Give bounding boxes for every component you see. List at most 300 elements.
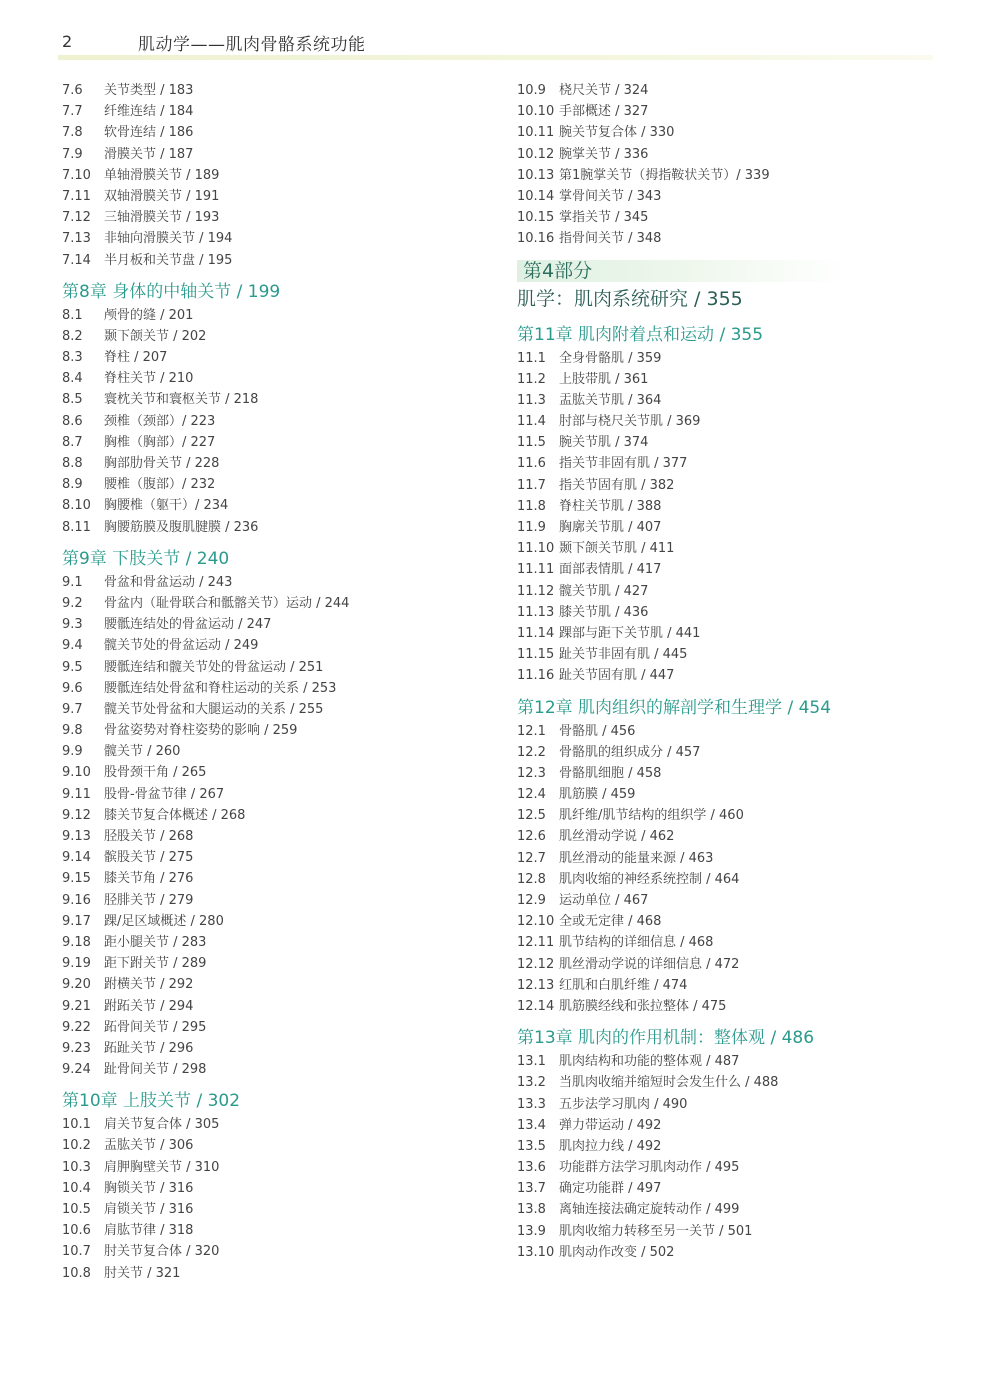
section-title: 腕掌关节 / 336: [559, 146, 649, 162]
toc-entry: [62, 250, 482, 271]
toc-entry: [62, 305, 482, 326]
toc-entry: [517, 975, 937, 996]
toc-entry: [62, 657, 482, 678]
section-title: 纤维连结 / 184: [104, 104, 194, 120]
section-number: 10.14: [517, 188, 555, 204]
section-number: 12.12: [517, 956, 555, 972]
toc-entry: [62, 890, 482, 911]
section-title: 肌丝滑动学说 / 462: [559, 829, 675, 845]
section-number: 13.6: [517, 1160, 546, 1176]
section-number: 10.3: [62, 1159, 91, 1175]
section-number: 9.1: [62, 574, 83, 590]
section-title: 肘部与桡尺关节肌 / 369: [559, 414, 701, 430]
section-number: 11.3: [517, 392, 546, 408]
section-number: 11.7: [517, 477, 546, 493]
section-title: 膝关节肌 / 436: [559, 604, 649, 620]
section-title: 桡尺关节 / 324: [559, 83, 649, 98]
toc-entry: [62, 474, 482, 495]
section-title: 胸腰椎（躯干）/ 234: [104, 498, 229, 514]
section-number: 7.6: [62, 83, 83, 98]
section-title: 趾关节固有肌 / 447: [559, 668, 675, 684]
toc-entry: [517, 1199, 937, 1220]
section-title: 指关节固有肌 / 382: [559, 477, 675, 493]
section-title: 跗跖关节 / 294: [104, 998, 194, 1014]
section-number: 7.14: [62, 252, 91, 268]
toc-entry: [62, 1263, 482, 1284]
toc-entry: [517, 1242, 937, 1263]
section-number: 11.15: [517, 647, 555, 663]
toc-entry: [62, 826, 482, 847]
section-number: 11.12: [517, 583, 555, 599]
page-number: 2: [62, 32, 73, 51]
toc-entry: [517, 890, 937, 911]
section-number: 9.18: [62, 934, 91, 950]
section-title: 颞下颌关节 / 202: [104, 328, 207, 344]
section-title: 非轴向滑膜关节 / 194: [104, 231, 233, 247]
section-number: 8.10: [62, 498, 91, 514]
section-title: 面部表情肌 / 417: [559, 562, 662, 578]
section-title: 髋关节处的骨盆运动 / 249: [104, 638, 259, 654]
toc-entry: [517, 1072, 937, 1093]
section-title: 胸部肋骨关节 / 228: [104, 456, 220, 471]
section-title: 指关节非固有肌 / 377: [559, 456, 688, 472]
section-title: 腕关节肌 / 374: [559, 435, 649, 451]
section-number: 9.5: [62, 659, 83, 675]
section-number: 12.13: [517, 977, 555, 993]
section-number: 9.7: [62, 701, 83, 717]
section-number: 9.12: [62, 807, 91, 823]
part-label-text: 第4部分: [523, 259, 593, 282]
toc-entry: [517, 228, 937, 249]
toc-entry: [62, 614, 482, 635]
toc-entry: [62, 80, 482, 101]
section-number: 9.8: [62, 723, 83, 739]
section-title: 掌骨间关节 / 343: [559, 188, 662, 204]
section-title: 肌肉动作改变 / 502: [559, 1244, 675, 1260]
toc-entry: [62, 974, 482, 995]
book-title: 肌动学——肌肉骨骼系统功能: [138, 35, 366, 55]
section-number: 12.14: [517, 998, 555, 1014]
section-number: 13.10: [517, 1244, 555, 1260]
section-number: 12.6: [517, 829, 546, 845]
section-title: 肌肉收缩的神经系统控制 / 464: [559, 871, 740, 887]
section-title: 骨骼肌细胞 / 458: [559, 765, 662, 781]
toc-entry: [517, 453, 937, 474]
section-title: 骨骼肌的组织成分 / 457: [559, 744, 701, 760]
section-title: 半月板和关节盘 / 195: [104, 252, 233, 268]
section-number: 10.7: [62, 1244, 91, 1260]
section-title: 肌纤维/肌节结构的组织学 / 460: [559, 808, 744, 824]
toc-entry: [62, 1017, 482, 1038]
section-number: 9.6: [62, 680, 83, 696]
section-title: 膝关节角 / 276: [104, 871, 194, 887]
section-number: 8.8: [62, 456, 83, 471]
section-title: 肌筋膜经线和张拉整体 / 475: [559, 998, 727, 1014]
toc-entry: [517, 165, 937, 186]
section-number: 13.7: [517, 1181, 546, 1197]
section-title: 骨盆内（耻骨联合和骶髂关节）运动 / 244: [104, 595, 350, 611]
section-title: 双轴滑膜关节 / 191: [104, 188, 220, 204]
section-title: 颞下颌关节肌 / 411: [559, 541, 675, 557]
toc-entry: [62, 1157, 482, 1178]
chapter-heading: 第12章 肌肉组织的解剖学和生理学 / 454: [517, 697, 832, 718]
section-number: 10.1: [62, 1117, 91, 1133]
section-number: 10.9: [517, 83, 546, 98]
section-number: 10.11: [517, 125, 555, 141]
section-title: 手部概述 / 327: [559, 104, 649, 120]
section-number: 10.13: [517, 167, 555, 183]
toc-entry: [62, 101, 482, 122]
toc-entry: [62, 495, 482, 516]
section-number: 9.15: [62, 871, 91, 887]
toc-entry: [62, 411, 482, 432]
toc-left-column: [62, 80, 482, 1284]
chapter-heading: 第13章 肌肉的作用机制：整体观 / 486: [517, 1028, 815, 1049]
section-title: 腰骶连结处的骨盆运动 / 247: [104, 617, 272, 633]
section-number: 8.5: [62, 392, 83, 408]
section-title: 离轴连接法确定旋转动作 / 499: [559, 1202, 740, 1218]
section-number: 9.14: [62, 850, 91, 866]
toc-entry: [62, 453, 482, 474]
section-number: 12.9: [517, 893, 546, 908]
section-title: 颅骨的缝 / 201: [104, 307, 194, 323]
section-title: 跖骨间关节 / 295: [104, 1019, 207, 1035]
section-title: 五步法学习肌肉 / 490: [559, 1096, 688, 1112]
toc-entry: [62, 432, 482, 453]
toc-entry: [62, 1199, 482, 1220]
section-title: 跖趾关节 / 296: [104, 1040, 194, 1056]
toc-entry: [517, 101, 937, 122]
page-header: [58, 28, 933, 64]
section-number: 9.21: [62, 998, 91, 1014]
section-title: 趾关节非固有肌 / 445: [559, 647, 688, 663]
toc-entry: [517, 122, 937, 143]
section-title: 距下跗关节 / 289: [104, 956, 207, 972]
section-title: 腕关节复合体 / 330: [559, 125, 675, 141]
section-number: 10.10: [517, 104, 555, 120]
section-number: 11.13: [517, 604, 555, 620]
section-number: 9.22: [62, 1019, 91, 1035]
toc-entry: [62, 1220, 482, 1241]
section-number: 9.23: [62, 1040, 91, 1056]
toc-entry: [62, 847, 482, 868]
header-rule: [58, 55, 933, 60]
section-number: 11.16: [517, 668, 555, 684]
toc-entry: [517, 805, 937, 826]
section-title: 单轴滑膜关节 / 189: [104, 167, 220, 183]
section-title: 肌筋膜 / 459: [559, 787, 636, 803]
section-number: 7.11: [62, 188, 91, 204]
section-number: 7.7: [62, 104, 83, 120]
section-number: 13.2: [517, 1075, 546, 1091]
toc-entry: [62, 635, 482, 656]
section-number: 11.1: [517, 350, 546, 366]
toc-entry: [517, 602, 937, 623]
toc-entry: [62, 389, 482, 410]
section-number: 13.4: [517, 1117, 546, 1133]
chapter-heading: 第8章 身体的中轴关节 / 199: [62, 281, 281, 302]
section-number: 9.13: [62, 829, 91, 844]
toc-entry: [517, 80, 937, 101]
section-title: 盂肱关节肌 / 364: [559, 392, 662, 408]
section-title: 确定功能群 / 497: [559, 1181, 662, 1197]
toc-entry: [517, 996, 937, 1017]
section-title: 骨盆姿势对脊柱姿势的影响 / 259: [104, 723, 298, 739]
toc-entry: [62, 347, 482, 368]
section-number: 7.8: [62, 125, 83, 141]
section-title: 肌肉拉力线 / 492: [559, 1138, 662, 1154]
section-number: 10.6: [62, 1223, 91, 1239]
section-title: 胫股关节 / 268: [104, 829, 194, 844]
section-number: 10.2: [62, 1138, 91, 1154]
toc-entry: [517, 1115, 937, 1136]
toc-entry: [517, 390, 937, 411]
section-title: 第1腕掌关节（拇指鞍状关节）/ 339: [559, 167, 770, 183]
toc-entry: [517, 348, 937, 369]
section-number: 7.13: [62, 231, 91, 247]
section-title: 肌节结构的详细信息 / 468: [559, 935, 714, 951]
toc-entry: [517, 517, 937, 538]
toc-entry: [517, 538, 937, 559]
section-number: 13.5: [517, 1138, 546, 1154]
section-number: 11.14: [517, 625, 555, 641]
section-title: 脊柱关节肌 / 388: [559, 498, 662, 514]
toc-entry: [517, 911, 937, 932]
toc-entry: [517, 848, 937, 869]
section-number: 10.5: [62, 1202, 91, 1217]
section-number: 12.3: [517, 765, 546, 781]
section-title: 腰椎（腹部）/ 232: [104, 477, 216, 493]
toc-entry: [62, 932, 482, 953]
section-title: 上肢带肌 / 361: [559, 371, 649, 387]
toc-right-column: [517, 80, 937, 1263]
section-number: 11.10: [517, 541, 555, 557]
section-title: 盂肱关节 / 306: [104, 1138, 194, 1154]
toc-entry: [62, 1178, 482, 1199]
section-title: 肘关节 / 321: [104, 1265, 181, 1281]
toc-entry: [62, 1135, 482, 1156]
section-number: 8.3: [62, 350, 83, 366]
chapter-heading: 第10章 上肢关节 / 302: [62, 1091, 241, 1112]
toc-entry: [62, 720, 482, 741]
section-number: 9.10: [62, 765, 91, 781]
section-title: 股骨颈干角 / 265: [104, 765, 207, 781]
section-title: 软骨连结 / 186: [104, 125, 194, 141]
section-title: 肌丝滑动学说的详细信息 / 472: [559, 956, 740, 972]
section-title: 关节类型 / 183: [104, 83, 194, 98]
toc-entry: [517, 1157, 937, 1178]
toc-entry: [517, 144, 937, 165]
toc-entry: [517, 784, 937, 805]
section-title: 全身骨骼肌 / 359: [559, 350, 662, 366]
toc-entry: [517, 1094, 937, 1115]
toc-entry: [517, 644, 937, 665]
section-title: 指骨间关节 / 348: [559, 231, 662, 247]
section-title: 肩肱节律 / 318: [104, 1223, 194, 1239]
toc-entry: [62, 368, 482, 389]
section-title: 颈椎（颈部）/ 223: [104, 413, 216, 429]
toc-entry: [517, 869, 937, 890]
part-title: 肌学：肌肉系统研究 / 355: [517, 287, 743, 310]
section-title: 脊柱关节 / 210: [104, 371, 194, 387]
section-title: 运动单位 / 467: [559, 893, 649, 908]
toc-entry: [517, 721, 937, 742]
section-number: 8.1: [62, 307, 83, 323]
section-title: 距小腿关节 / 283: [104, 934, 207, 950]
toc-entry: [517, 1136, 937, 1157]
toc-entry: [62, 805, 482, 826]
section-number: 11.9: [517, 520, 546, 535]
toc-entry: [62, 593, 482, 614]
toc-entry: [62, 517, 482, 538]
section-number: 12.2: [517, 744, 546, 760]
section-title: 腰骶连结和髋关节处的骨盆运动 / 251: [104, 659, 324, 675]
section-number: 7.9: [62, 146, 83, 162]
toc-entry: [517, 496, 937, 517]
toc-entry: [62, 207, 482, 228]
toc-entry: [62, 1038, 482, 1059]
toc-entry: [62, 1241, 482, 1262]
section-number: 9.4: [62, 638, 83, 654]
section-number: 9.19: [62, 956, 91, 972]
section-number: 13.9: [517, 1223, 546, 1239]
section-number: 8.7: [62, 434, 83, 450]
section-number: 11.4: [517, 414, 546, 430]
toc-entry: [62, 678, 482, 699]
toc-entry: [62, 326, 482, 347]
section-title: 股骨-骨盆节律 / 267: [104, 786, 225, 802]
section-title: 肌肉结构和功能的整体观 / 487: [559, 1054, 740, 1070]
section-title: 胫腓关节 / 279: [104, 892, 194, 908]
section-title: 滑膜关节 / 187: [104, 146, 194, 162]
section-number: 13.1: [517, 1054, 546, 1070]
toc-entry: [517, 475, 937, 496]
toc-entry: [62, 762, 482, 783]
section-title: 弹力带运动 / 492: [559, 1117, 662, 1133]
section-title: 当肌肉收缩并缩短时会发生什么 / 488: [559, 1075, 779, 1091]
part-label: [517, 258, 937, 284]
section-title: 胸椎（胸部）/ 227: [104, 434, 216, 450]
section-title: 骨骼肌 / 456: [559, 723, 636, 739]
toc-entry: [62, 953, 482, 974]
section-title: 髋关节处骨盆和大腿运动的关系 / 255: [104, 701, 324, 717]
section-number: 10.4: [62, 1180, 91, 1196]
section-title: 跗横关节 / 292: [104, 977, 194, 993]
section-number: 9.9: [62, 744, 83, 760]
toc-entry: [62, 186, 482, 207]
chapter-heading: 第9章 下肢关节 / 240: [62, 548, 230, 569]
toc-entry: [517, 1221, 937, 1242]
section-title: 掌指关节 / 345: [559, 210, 649, 226]
section-number: 12.7: [517, 850, 546, 866]
toc-entry: [517, 186, 937, 207]
section-number: 13.3: [517, 1096, 546, 1112]
toc-entry: [517, 665, 937, 686]
section-title: 肩锁关节 / 316: [104, 1202, 194, 1217]
section-number: 9.20: [62, 977, 91, 993]
section-title: 膝关节复合体概述 / 268: [104, 807, 246, 823]
section-title: 肩关节复合体 / 305: [104, 1117, 220, 1133]
section-number: 9.16: [62, 892, 91, 908]
section-number: 10.16: [517, 231, 555, 247]
section-title: 胸廓关节肌 / 407: [559, 520, 662, 535]
section-title: 骨盆和骨盆运动 / 243: [104, 574, 233, 590]
section-title: 肘关节复合体 / 320: [104, 1244, 220, 1260]
section-title: 脊柱 / 207: [104, 350, 168, 366]
section-number: 8.4: [62, 371, 83, 387]
toc-entry: [62, 165, 482, 186]
section-number: 10.8: [62, 1265, 91, 1281]
toc-entry: [62, 868, 482, 889]
toc-entry: [62, 228, 482, 249]
toc-entry: [62, 1114, 482, 1135]
section-title: 功能群方法学习肌肉动作 / 495: [559, 1160, 740, 1176]
section-number: 12.11: [517, 935, 555, 951]
toc-entry: [517, 581, 937, 602]
section-number: 11.6: [517, 456, 546, 472]
section-number: 12.5: [517, 808, 546, 824]
toc-entry: [517, 1178, 937, 1199]
section-title: 肌丝滑动的能量来源 / 463: [559, 850, 714, 866]
section-number: 11.2: [517, 371, 546, 387]
toc-entry: [62, 996, 482, 1017]
chapter-heading: 第11章 肌肉附着点和运动 / 355: [517, 324, 764, 345]
section-number: 8.2: [62, 328, 83, 344]
section-title: 趾骨间关节 / 298: [104, 1062, 207, 1078]
section-title: 胸锁关节 / 316: [104, 1180, 194, 1196]
toc-entry: [62, 122, 482, 143]
section-title: 肌肉收缩力转移至另一关节 / 501: [559, 1223, 753, 1239]
section-title: 寰枕关节和寰枢关节 / 218: [104, 392, 259, 408]
toc-entry: [517, 742, 937, 763]
section-number: 12.10: [517, 914, 555, 930]
toc-entry: [517, 411, 937, 432]
section-number: 9.11: [62, 786, 91, 802]
toc-entry: [517, 826, 937, 847]
toc-entry: [517, 763, 937, 784]
section-number: 10.12: [517, 146, 555, 162]
section-title: 胸腰筋膜及腹肌腱膜 / 236: [104, 519, 259, 535]
section-number: 8.6: [62, 413, 83, 429]
toc-entry: [517, 369, 937, 390]
toc-entry: [517, 207, 937, 228]
section-number: 12.8: [517, 871, 546, 887]
section-title: 全或无定律 / 468: [559, 914, 662, 930]
section-title: 三轴滑膜关节 / 193: [104, 210, 220, 226]
toc-entry: [62, 911, 482, 932]
section-title: 髋关节 / 260: [104, 744, 181, 760]
toc-entry: [62, 784, 482, 805]
section-title: 腰骶连结处骨盆和脊柱运动的关系 / 253: [104, 680, 337, 696]
section-number: 10.15: [517, 210, 555, 226]
toc-entry: [62, 741, 482, 762]
section-number: 9.2: [62, 595, 83, 611]
section-title: 踝/足区域概述 / 280: [104, 913, 224, 929]
section-number: 9.3: [62, 617, 83, 633]
section-number: 7.10: [62, 167, 91, 183]
section-title: 踝部与距下关节肌 / 441: [559, 625, 701, 641]
toc-entry: [517, 623, 937, 644]
section-number: 8.11: [62, 519, 91, 535]
toc-entry: [517, 954, 937, 975]
toc-entry: [62, 699, 482, 720]
toc-entry: [517, 932, 937, 953]
section-number: 11.11: [517, 562, 555, 578]
section-number: 8.9: [62, 477, 83, 493]
section-number: 7.12: [62, 210, 91, 226]
section-title: 肩胛胸壁关节 / 310: [104, 1159, 220, 1175]
section-number: 11.8: [517, 498, 546, 514]
